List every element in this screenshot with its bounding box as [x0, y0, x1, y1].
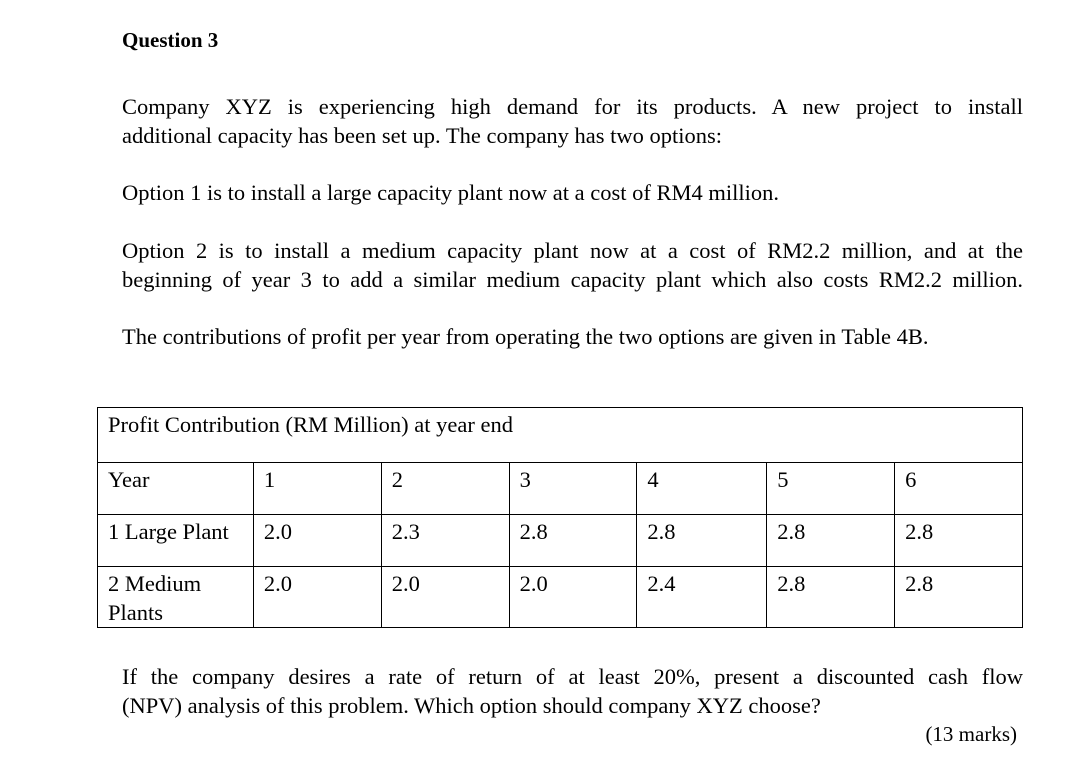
table-caption-row [98, 408, 1023, 463]
table-cell: 2.8 [767, 567, 895, 628]
question-heading: Question 3 [122, 28, 219, 52]
row-label: 1 Large Plant [98, 515, 254, 567]
header-cell-year: Year [98, 463, 254, 515]
table-cell: 2.8 [895, 515, 1023, 567]
intro-paragraph [122, 92, 1023, 150]
table-cell: 2.0 [253, 567, 381, 628]
option2-line-1: Option 2 is to install a medium capacity plant now at a cost of RM2.2 million, and at the [122, 238, 1023, 263]
task-line-1: If the company desires a rate of return of at least 20%, present a discounted cash flow [122, 664, 1023, 689]
row-label [98, 567, 254, 628]
header-cell: 2 [381, 463, 509, 515]
profit-table [97, 407, 1023, 628]
option1-line: Option 1 is to install a large capacity plant now at a cost of RM4 million. [122, 180, 779, 205]
contributions-line: The contributions of profit per year from operating the two options are given in Table 4B. [122, 324, 929, 349]
table-cell: 2.8 [637, 515, 767, 567]
table-cell: 2.0 [381, 567, 509, 628]
option1-paragraph [122, 178, 1023, 207]
header-cell: 1 [253, 463, 381, 515]
table-cell: 2.0 [253, 515, 381, 567]
row-label-line-1: 2 Medium [108, 571, 202, 596]
task-line-2: (NPV) analysis of this problem. Which option should company XYZ choose? [122, 693, 821, 718]
table-row-large-plant [98, 515, 1023, 567]
table-caption: Profit Contribution (RM Million) at year end [98, 408, 1023, 463]
table-cell: 2.4 [637, 567, 767, 628]
intro-line-2: additional capacity has been set up. The company has two options: [122, 123, 723, 148]
table-cell: 2.3 [381, 515, 509, 567]
table-cell: 2.8 [895, 567, 1023, 628]
row-label-line-2: Plants [108, 600, 164, 625]
table-row-medium-plants [98, 567, 1023, 628]
header-cell: 5 [767, 463, 895, 515]
table-cell: 2.0 [509, 567, 637, 628]
marks-label: (13 marks) [925, 722, 1017, 746]
header-cell: 4 [637, 463, 767, 515]
table-header-row [98, 463, 1023, 515]
task-paragraph [122, 662, 1023, 720]
intro-line-1: Company XYZ is experiencing high demand for its products. A new project to install [122, 94, 1023, 119]
table-cell: 2.8 [509, 515, 637, 567]
option2-paragraph [122, 236, 1023, 294]
contributions-paragraph [122, 322, 1023, 351]
option2-line-2: beginning of year 3 to add a similar medium capacity plant which also costs RM2.2 million. [122, 267, 1023, 292]
header-cell: 6 [895, 463, 1023, 515]
header-cell: 3 [509, 463, 637, 515]
table-cell: 2.8 [767, 515, 895, 567]
